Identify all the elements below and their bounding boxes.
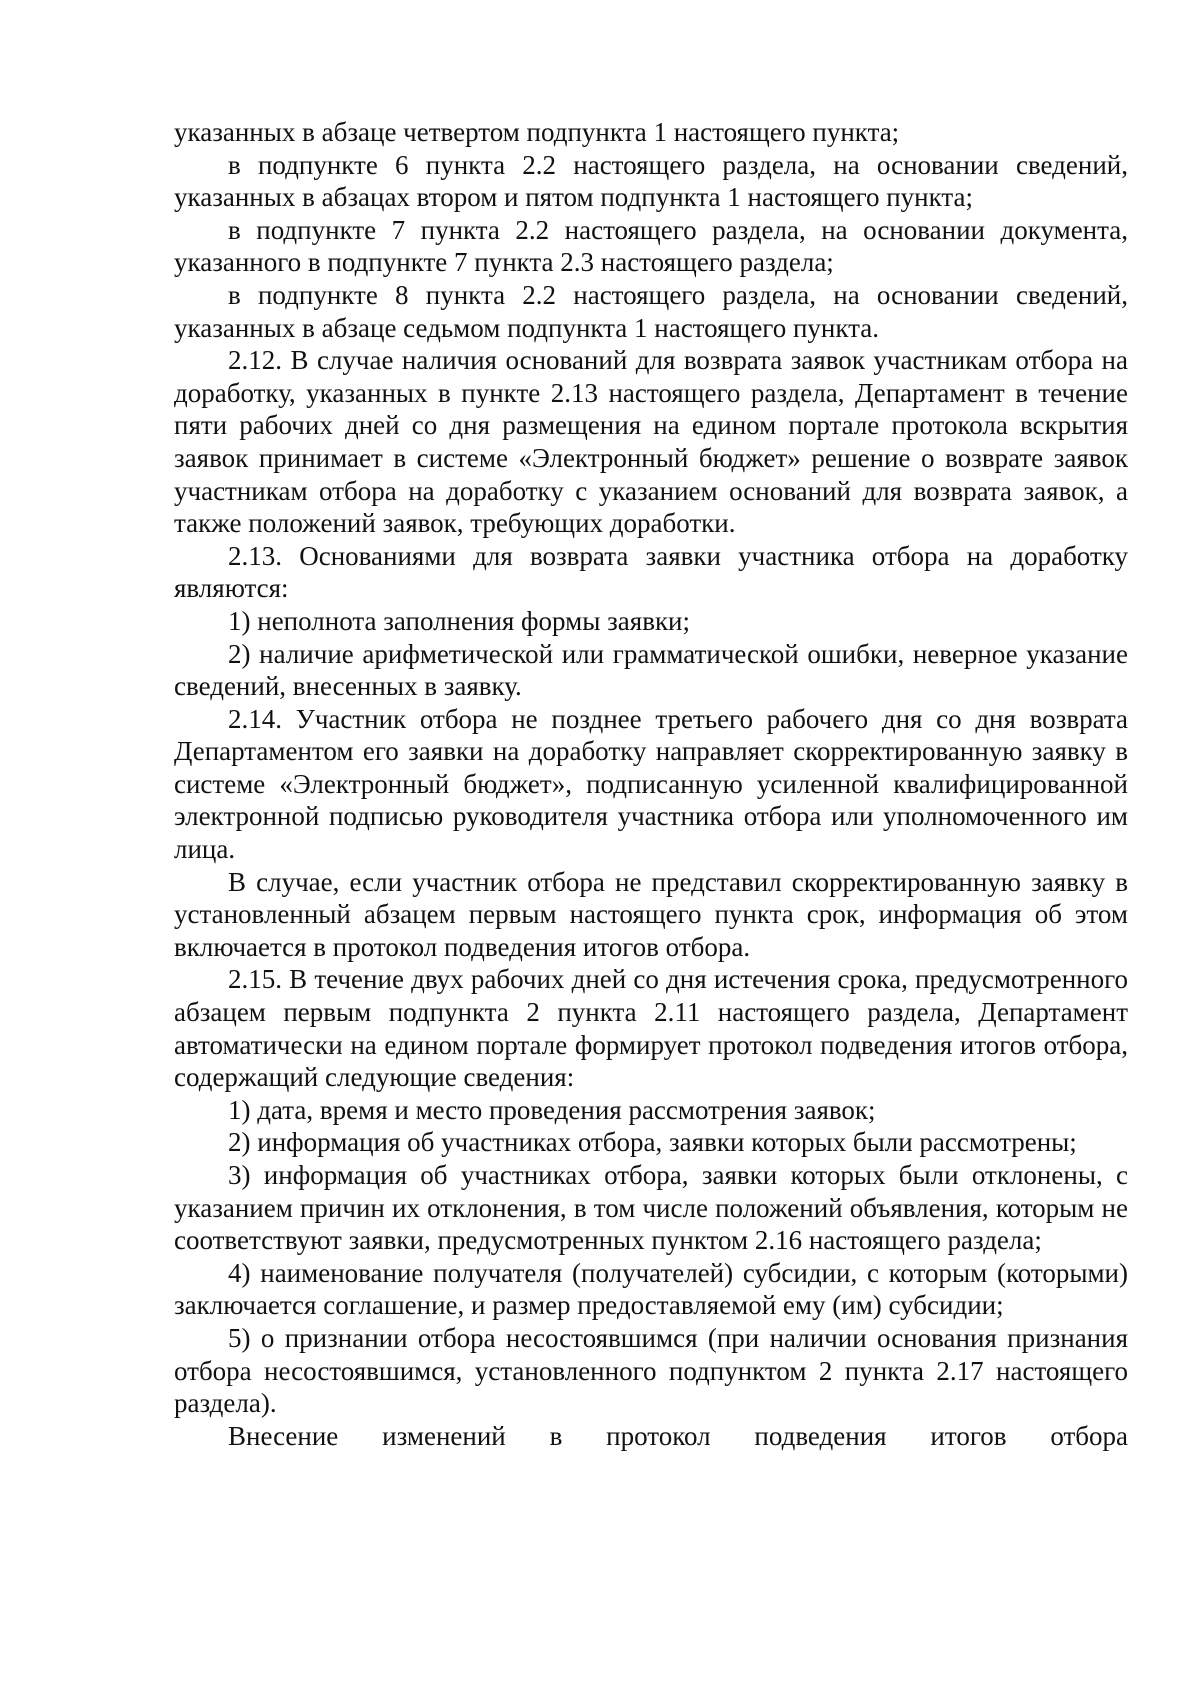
paragraph-continuation: указанных в абзаце четвертом подпункта 1 настоящего пункта; xyxy=(174,117,900,147)
paragraph-list-item-2: 2) наличие арифметической или грамматической ошибки, неверное указание сведений, внесенных в заявку. xyxy=(174,638,1128,702)
paragraph-protocol-item-3: 3) информация об участниках отбора, заявки которых были отклонены, с указанием причин их отклонения, в том числе положений объявления, которым не соответствуют заявки, предусмотренных пунктом 2.16 настоящего раздела; xyxy=(174,1160,1128,1256)
paragraph-clause-2-14: 2.14. Участник отбора не позднее третьего рабочего дня со дня возврата Департаментом его заявки на доработку направляет скорректированную заявку в системе «Электронный бюджет», подписанную усиленной квалифицированной электронной подписью руководителя участника отбора или уполномоченного им лица. xyxy=(174,703,1128,865)
paragraph-clause-2-15: 2.15. В течение двух рабочих дней со дня истечения срока, предусмотренного абзацем первым подпункта 2 пункта 2.11 настоящего раздела, Департамент автоматически на едином портале формирует протокол подведения итогов отбора, содержащий следующие сведения: xyxy=(174,964,1128,1093)
paragraph-clause-2-12: 2.12. В случае наличия оснований для возврата заявок участникам отбора на доработку, указанных в пункте 2.13 настоящего раздела, Департамент в течение пяти рабочих дней со дня размещения на едином портале протокола вскрытия заявок принимает в системе «Электронный бюджет» решение о возврате заявок участникам отбора на доработку с указанием оснований для возврата заявок, а также положений заявок, требующих доработки. xyxy=(174,345,1128,539)
paragraph-list-item-1: 1) неполнота заполнения формы заявки; xyxy=(228,605,691,636)
paragraph-subpoint-6: в подпункте 6 пункта 2.2 настоящего раздела, на основании сведений, указанных в абзацах втором и пятом подпункта 1 настоящего пункта; xyxy=(174,149,1128,213)
paragraph-subpoint-7: в подпункте 7 пункта 2.2 настоящего раздела, на основании документа, указанного в подпункте 7 пункта 2.3 настоящего раздела; xyxy=(174,214,1128,278)
paragraph-subpoint-8: в подпункте 8 пункта 2.2 настоящего раздела, на основании сведений, указанных в абзаце седьмом подпункта 1 настоящего пункта. xyxy=(174,279,1128,343)
paragraph-amendments: Внесение изменений в протокол подведения итогов отбора xyxy=(228,1420,1128,1451)
paragraph-protocol-item-1: 1) дата, время и место проведения рассмотрения заявок; xyxy=(228,1094,876,1125)
paragraph-clause-2-14-case: В случае, если участник отбора не представил скорректированную заявку в установленный абзацем первым настоящего пункта срок, информация об этом включается в протокол подведения итогов отбора. xyxy=(174,866,1128,962)
document-page xyxy=(174,116,1128,1452)
paragraph-protocol-item-4: 4) наименование получателя (получателей) субсидии, с которым (которыми) заключается соглашение, и размер предоставляемой ему (им) субсидии; xyxy=(174,1257,1128,1321)
paragraph-protocol-item-2: 2) информация об участниках отбора, заявки которых были рассмотрены; xyxy=(228,1127,1077,1158)
paragraph-protocol-item-5: 5) о признании отбора несостоявшимся (при наличии основания признания отбора несостоявшимся, установленного подпунктом 2 пункта 2.17 настоящего раздела). xyxy=(174,1322,1128,1419)
paragraph-clause-2-13: 2.13. Основаниями для возврата заявки участника отбора на доработку являются: xyxy=(174,540,1128,604)
